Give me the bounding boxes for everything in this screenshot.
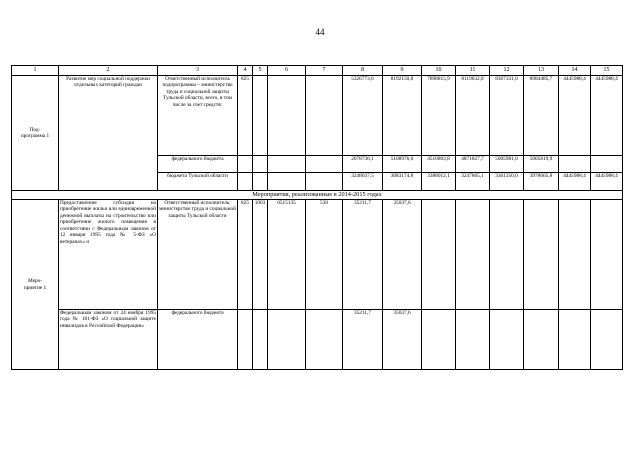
value-cell: 3361350,0: [490, 173, 524, 191]
value-cell: 35037,6: [383, 200, 422, 310]
table-row: [12, 76, 623, 156]
value-cell: 8367331,0: [490, 76, 524, 156]
header-cell: 12: [490, 66, 524, 76]
table-row: [12, 310, 623, 370]
value-cell: 5005819,9: [524, 156, 559, 173]
header-cell: 15: [591, 66, 623, 76]
subprogram-label: Под- программа 1: [12, 76, 59, 191]
code-cell: [306, 173, 343, 191]
code-cell: 1003: [253, 200, 268, 310]
header-cell: 13: [524, 66, 559, 76]
header-cell: 6: [268, 66, 306, 76]
measure-name-part2: Федеральным законом от 24 ноября 1995 года № 181-ФЗ «О социальной защите инвалидов в Российской Федерации»: [59, 310, 158, 370]
code-cell: [238, 173, 253, 191]
table-row: [12, 200, 623, 310]
code-cell: 0515135: [268, 200, 306, 310]
header-cell: 4: [238, 66, 253, 76]
value-cell: [490, 310, 524, 370]
code-cell: [253, 156, 268, 173]
value-cell: [524, 200, 559, 310]
header-cell: 9: [383, 66, 422, 76]
value-cell: [456, 310, 490, 370]
value-cell: 3978665,8: [524, 173, 559, 191]
header-cell: 11: [456, 66, 490, 76]
value-cell: 7898815,9: [422, 76, 456, 156]
value-cell: [422, 310, 456, 370]
header-cell: 14: [559, 66, 591, 76]
code-cell: [238, 156, 253, 173]
code-cell: [268, 310, 306, 370]
value-cell: [559, 200, 591, 310]
value-cell: 5108976,0: [383, 156, 422, 173]
value-cell: 35211,7: [343, 200, 383, 310]
value-cell: [490, 200, 524, 310]
value-cell: [591, 200, 623, 310]
page-number: 44: [315, 27, 325, 37]
value-cell: 3248037,5: [343, 173, 383, 191]
value-cell: 4445988,4: [591, 173, 623, 191]
value-cell: [591, 156, 623, 173]
section-title: Мероприятия, реализованные в 2014-2015 годах: [12, 191, 623, 200]
value-cell: 4445988,4: [559, 173, 591, 191]
code-cell: [268, 156, 306, 173]
header-cell: 2: [59, 66, 158, 76]
code-cell: [306, 310, 343, 370]
subprogram-name: Развитие мер социальной поддержки отдельных категорий граждан: [59, 76, 158, 191]
header-cell: 3: [158, 66, 238, 76]
code-cell: 530: [306, 200, 343, 310]
value-cell: 35211,7: [343, 310, 383, 370]
code-cell: [306, 76, 343, 156]
value-cell: 3083174,8: [383, 173, 422, 191]
value-cell: 8192150,8: [383, 76, 422, 156]
code-cell: [268, 76, 306, 156]
value-cell: 2078736,1: [343, 156, 383, 173]
header-cell: 5: [253, 66, 268, 76]
code-cell: [268, 173, 306, 191]
code-cell: [253, 310, 268, 370]
value-cell: 4510803,8: [422, 156, 456, 173]
value-cell: 4871827,7: [456, 156, 490, 173]
value-cell: [559, 310, 591, 370]
value-cell: 4445988,4: [591, 76, 623, 156]
measure-label: Меро- приятие 1: [12, 200, 59, 370]
code-cell: [253, 173, 268, 191]
value-cell: 8119632,8: [456, 76, 490, 156]
executor-cell: Ответственный исполнитель подпрограммы – министерство труда и социальной защиты Тульской области, всего, в том числе за счет средств:: [158, 76, 238, 156]
value-cell: 8984485,7: [524, 76, 559, 156]
value-cell: 5326773,6: [343, 76, 383, 156]
code-cell: [306, 156, 343, 173]
budget-table: [11, 65, 623, 370]
executor-cell: федерального бюджета: [158, 156, 238, 173]
executor-cell: Ответственный исполнитель: министерство труда и социальной защиты Тульской области: [158, 200, 238, 310]
header-cell: 8: [343, 66, 383, 76]
executor-cell: бюджета Тульской области: [158, 173, 238, 191]
code-cell: [253, 76, 268, 156]
value-cell: [422, 200, 456, 310]
section-row: [12, 191, 623, 200]
code-cell: 825: [238, 200, 253, 310]
executor-cell: федерального бюджета: [158, 310, 238, 370]
value-cell: 4445988,4: [559, 76, 591, 156]
value-cell: [456, 200, 490, 310]
header-cell: 7: [306, 66, 343, 76]
value-cell: [591, 310, 623, 370]
header-cell: 1: [12, 66, 59, 76]
header-cell: 10: [422, 66, 456, 76]
header-row: [12, 66, 623, 76]
value-cell: 5005981,0: [490, 156, 524, 173]
value-cell: 3388012,1: [422, 173, 456, 191]
value-cell: [524, 310, 559, 370]
value-cell: [559, 156, 591, 173]
code-cell: [238, 310, 253, 370]
value-cell: 3247805,1: [456, 173, 490, 191]
value-cell: 35037,6: [383, 310, 422, 370]
measure-name-part1: Предоставление субсидии на приобретение жилья или единовременной денежной выплаты на строительство или приобретение жилого помещения в соответствии с Федеральным законом от 12 января 1995 года № 5-ФЗ «О ветеранах» и: [59, 200, 158, 310]
code-cell: 825: [238, 76, 253, 156]
